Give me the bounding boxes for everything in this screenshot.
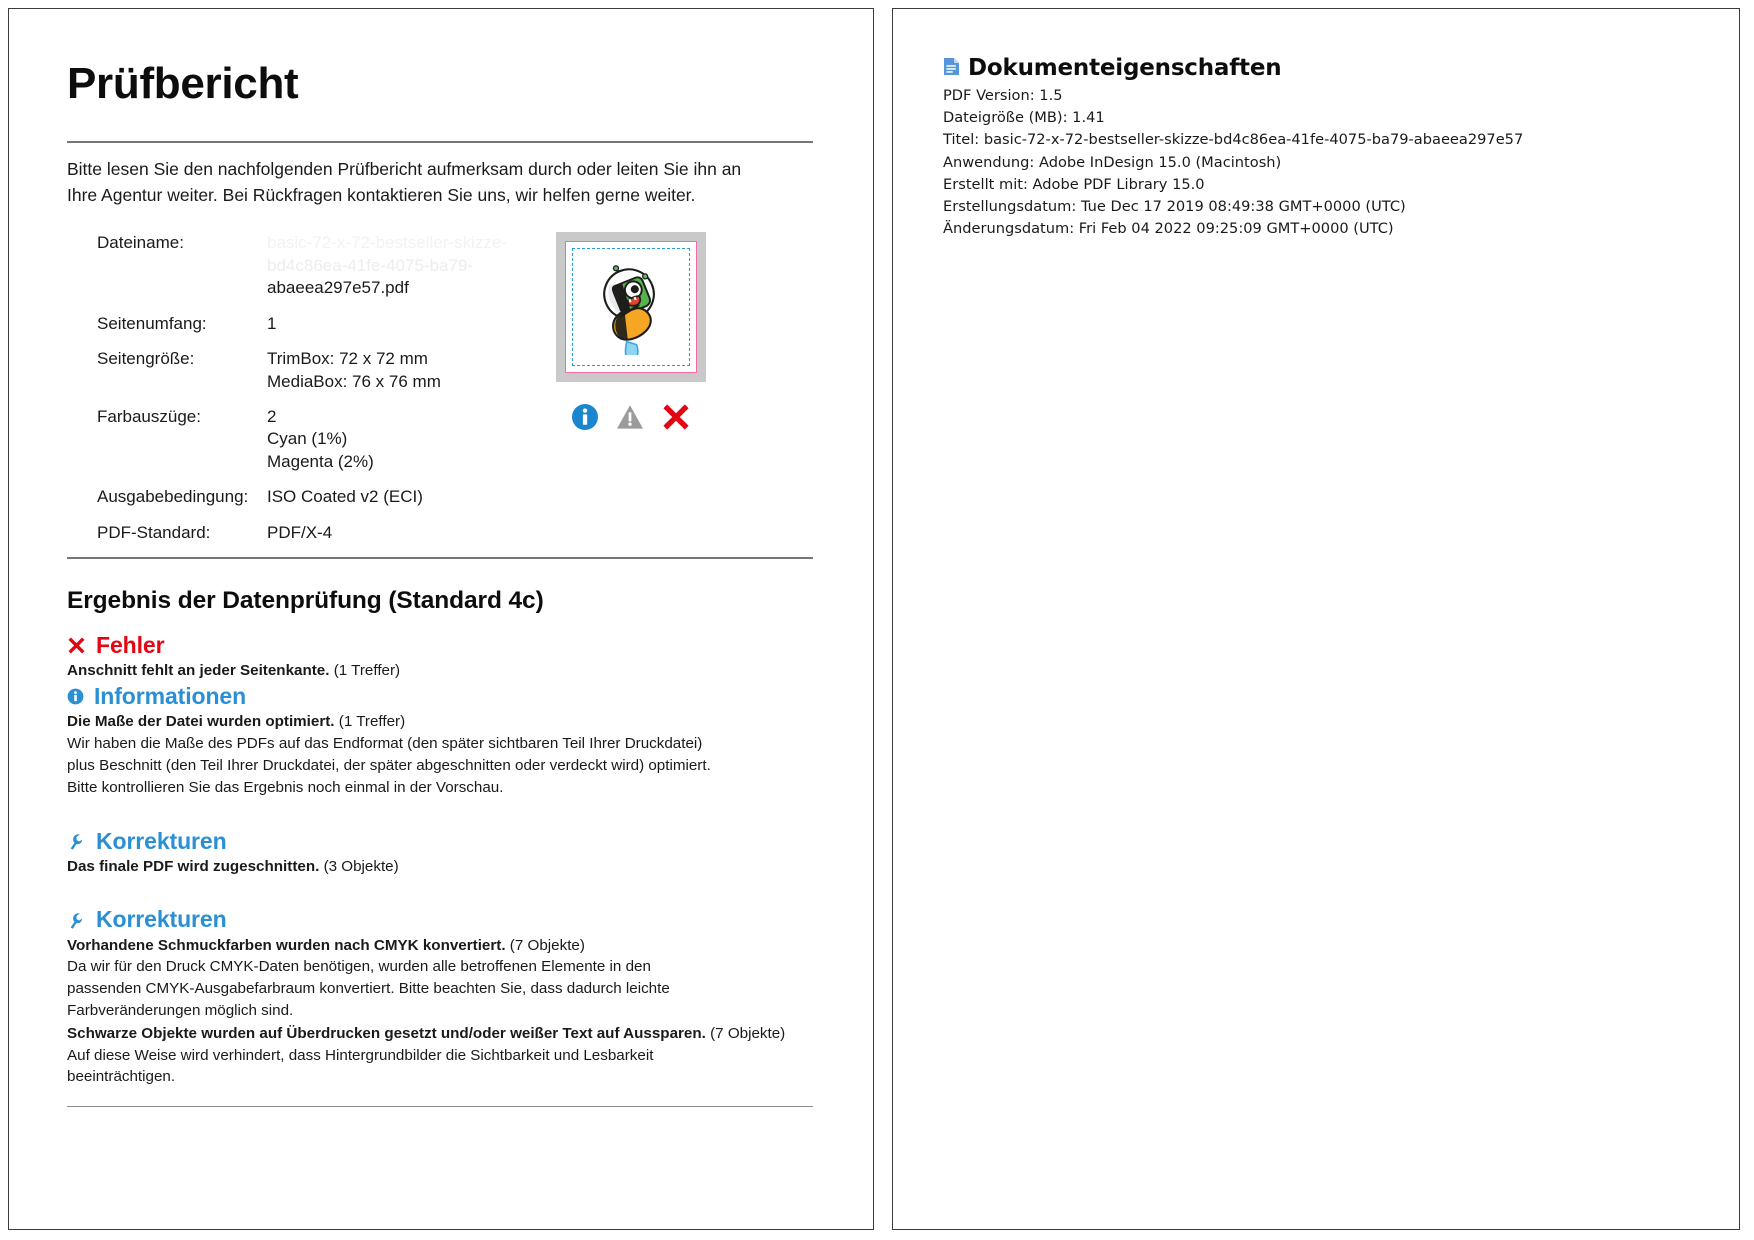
spacer: [67, 801, 813, 829]
finding-headline: Die Maße der Datei wurden optimiert.: [67, 713, 335, 731]
finding-headline: Anschnitt fehlt an jeder Seitenkante.: [67, 662, 330, 680]
result-block-korrekturen-2: [67, 907, 813, 1088]
file-meta-section: [67, 232, 813, 557]
error-x-icon: [67, 636, 86, 655]
report-page-left: [8, 8, 874, 1230]
meta-row-output-intent: [67, 486, 533, 521]
mediabox-value: MediaBox: 76 x 76 mm: [267, 371, 441, 391]
property-producer: Erstellt mit: Adobe PDF Library 15.0: [943, 175, 1205, 193]
preview-mediabox-frame: [565, 241, 697, 373]
results-title: Ergebnis der Datenprüfung (Standard 4c): [67, 587, 544, 615]
filename-line-3: abaeea297e57.pdf: [267, 278, 409, 298]
filename-line-1: basic-72-x-72-bestseller-skizze-: [267, 233, 507, 253]
trimbox-value: TrimBox: 72 x 72 mm: [267, 349, 428, 369]
file-meta-table: [67, 232, 533, 557]
result-block-korrekturen-1: [67, 829, 813, 878]
meta-value-pdf-standard: PDF/X-4: [267, 522, 333, 542]
report-page-right: [892, 8, 1740, 1230]
meta-label-separations: Farbauszüge:: [97, 406, 201, 426]
result-block-informationen: [67, 684, 813, 799]
block-heading-korrekturen-2: [67, 907, 813, 932]
finding-count: (7 Objekte): [509, 936, 585, 954]
meta-row-separations: [67, 406, 533, 486]
separation-cyan: Cyan (1%): [267, 429, 348, 449]
document-icon: [943, 57, 960, 80]
property-title: Titel: basic-72-x-72-bestseller-skizze-bd4c86ea-41fe-4075-ba79-abaeea297e57: [943, 131, 1524, 149]
info-icon[interactable]: [571, 403, 599, 431]
finding-count: (7 Objekte): [710, 1024, 786, 1042]
meta-row-filename: [67, 232, 533, 312]
meta-label-filename: Dateiname:: [97, 233, 184, 253]
finding-row: [67, 660, 813, 682]
wrench-icon: [67, 832, 86, 851]
property-modification-date: Änderungsdatum: Fri Feb 04 2022 09:25:09 GMT+0000 (UTC): [943, 220, 1394, 238]
block-heading-label: Informationen: [94, 683, 247, 709]
property-creation-date: Erstellungsdatum: Tue Dec 17 2019 08:49:38 GMT+0000 (UTC): [943, 197, 1406, 215]
alien-astronaut-icon: [583, 259, 679, 355]
finding-body: Auf diese Weise wird verhindert, dass Hintergrundbilder die Sichtbarkeit und Lesbarkeit beeinträchtigen.: [67, 1046, 654, 1086]
finding-headline: Vorhandene Schmuckfarben wurden nach CMYK konvertiert.: [67, 936, 506, 954]
divider-top: [67, 141, 813, 143]
meta-value-output-intent: ISO Coated v2 (ECI): [267, 487, 423, 507]
finding-body: Da wir für den Druck CMYK-Daten benötigen, wurden alle betroffenen Elemente in den passenden CMYK-Ausgabefarbraum konvertiert. Bitte beachten Sie, dass dadurch leichte Farbveränderungen möglich sind.: [67, 958, 670, 1020]
info-circle-icon: [67, 688, 84, 705]
filename-line-2: bd4c86ea-41fe-4075-ba79-: [267, 255, 474, 275]
separation-magenta: Magenta (2%): [267, 451, 374, 471]
document-properties-list: [943, 85, 1719, 240]
block-heading-label: Korrekturen: [96, 827, 227, 854]
wrench-icon: [67, 911, 86, 930]
block-heading-label: Fehler: [96, 632, 165, 659]
results-section: [67, 587, 813, 1107]
document-properties-label: Dokumenteigenschaften: [968, 55, 1282, 81]
preview-column: [551, 232, 711, 432]
divider-results: [67, 557, 813, 559]
result-block-fehler: [67, 633, 813, 682]
block-heading-fehler: [67, 633, 813, 658]
intro-text: Bitte lesen Sie den nachfolgenden Prüfbericht aufmerksam durch oder leiten Sie ihn an Ihre Agentur weiter. Bei Rückfragen kontaktieren Sie uns, wir helfen gerne weiter.: [67, 159, 742, 206]
meta-label-pdf-standard: PDF-Standard:: [97, 522, 211, 542]
meta-row-pagecount: [67, 313, 533, 348]
meta-value-pagecount: 1: [267, 313, 277, 333]
finding-headline: Schwarze Objekte wurden auf Überdrucken gesetzt und/oder weißer Text auf Aussparen.: [67, 1024, 706, 1042]
finding-row: [67, 1023, 813, 1045]
document-properties-heading: [943, 55, 1719, 81]
separation-count: 2: [267, 406, 277, 426]
property-application: Anwendung: Adobe InDesign 15.0 (Macintosh): [943, 153, 1282, 171]
page-title: Prüfbericht: [67, 59, 299, 108]
error-icon[interactable]: [661, 402, 691, 432]
meta-label-pagecount: Seitenumfang:: [97, 313, 207, 333]
finding-count: (3 Objekte): [323, 857, 399, 875]
meta-value-separations: [267, 406, 533, 486]
block-heading-label: Korrekturen: [96, 906, 227, 933]
meta-label-output-intent: Ausgabebedingung:: [97, 487, 249, 507]
finding-count: (1 Treffer): [333, 662, 401, 680]
property-pdf-version: PDF Version: 1.5: [943, 87, 1063, 104]
finding-count: (1 Treffer): [338, 713, 406, 731]
property-file-size: Dateigröße (MB): 1.41: [943, 109, 1105, 127]
finding-body: Wir haben die Maße des PDFs auf das Endformat (den später sichtbaren Teil Ihrer Druckdatei) plus Beschnitt (den Teil Ihrer Druckdatei, der später abgeschnitten oder verdeckt wird) optimiert. Bitte kontrollieren Sie das Ergebnis noch einmal in der Vorschau.: [67, 734, 711, 796]
status-icon-row: [571, 402, 691, 432]
meta-value-filename: [267, 232, 533, 312]
page-preview-thumbnail[interactable]: [556, 232, 706, 382]
finding-row: [67, 935, 813, 957]
finding-headline: Das finale PDF wird zugeschnitten.: [67, 857, 320, 875]
finding-row: [67, 856, 813, 878]
preview-artwork: [566, 242, 696, 372]
meta-value-pagesize: [267, 348, 533, 406]
meta-label-pagesize: Seitengröße:: [97, 349, 195, 369]
meta-row-pagesize: [67, 348, 533, 406]
divider-bottom: [67, 1106, 813, 1107]
spacer: [67, 879, 813, 907]
finding-row: [67, 711, 813, 733]
block-heading-informationen: [67, 684, 813, 709]
warning-icon[interactable]: [616, 403, 644, 431]
meta-row-pdf-standard: [67, 522, 533, 557]
block-heading-korrekturen-1: [67, 829, 813, 854]
